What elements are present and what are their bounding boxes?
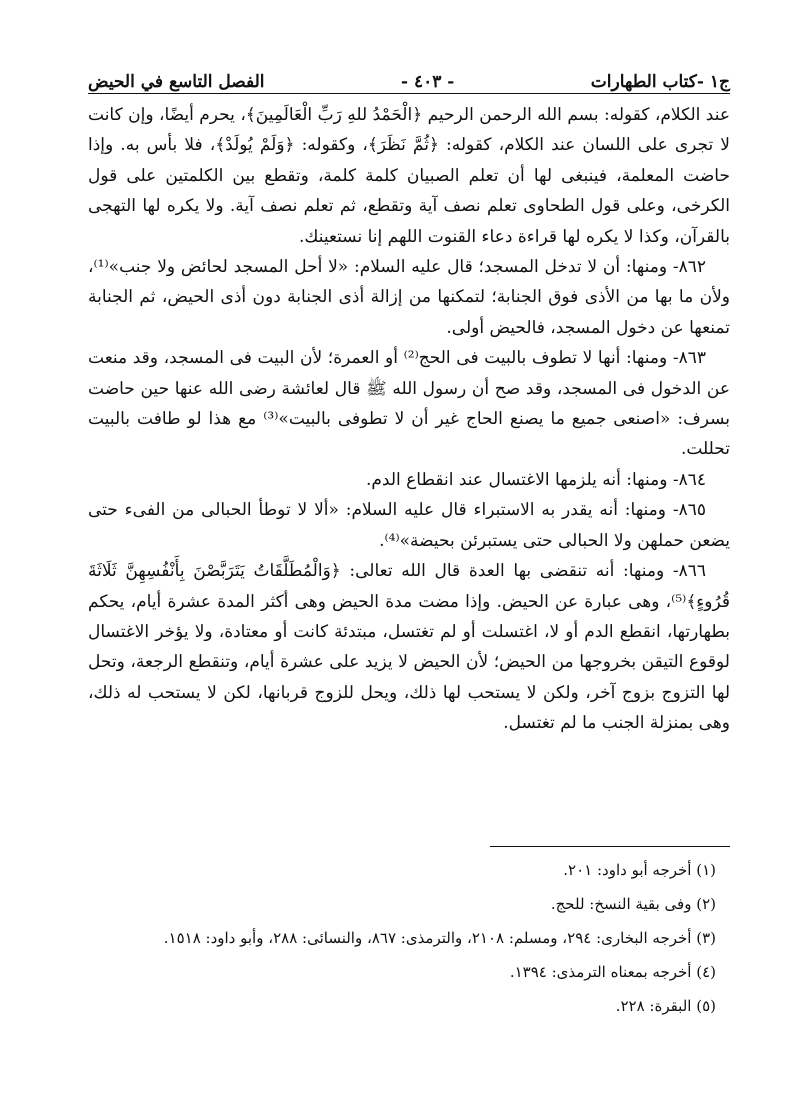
- footnote-2: (٢) وفى بقية النسخ: للحج.: [550, 895, 716, 913]
- footnotes: [88, 857, 730, 1027]
- paragraph-862: ٨٦٢- ومنها: أن لا تدخل المسجد؛ قال عليه السلام: «لا أحل المسجد لحائض ولا جنب»⁽¹⁾، ولأن ما بها من الأذى فوق الجنابة؛ لتمكنها من إزالة أذى الجنابة دون أذى الحيض، ثم الجنابة تمنعها عن دخول المسجد، فالحيض أولى.: [88, 257, 730, 338]
- header-divider: [88, 93, 730, 94]
- page-number: - ٤٠٣ -: [400, 72, 455, 92]
- paragraph-863: ٨٦٣- ومنها: أنها لا تطوف بالبيت فى الحج⁽²⁾ أو العمرة؛ لأن البيت فى المسجد، وقد منعت عن الدخول فى المسجد، وقد صح أن رسول الله ﷺ قال لعائشة رضى الله عنها حين حاضت بسرف: «اصنعى جميع ما يصنع الحاج غير أن لا تطوفى بالبيت»⁽³⁾ مع هذا لو طافت بالبيت تحللت.: [88, 348, 730, 460]
- chapter-title: الفصل التاسع في الحيض: [88, 72, 265, 92]
- paragraph-865: ٨٦٥- ومنها: أنه يقدر به الاستبراء قال عليه السلام: «ألا لا توطأ الحبالى من الفىء حتى يضعن حملهن ولا الحبالى حتى يستبرئن بحيضة»⁽⁴⁾.: [88, 500, 730, 551]
- footnote-3: (٣) أخرجه البخارى: ٢٩٤، ومسلم: ٢١٠٨، والترمذى: ٨٦٧، والنسائى: ٢٨٨، وأبو داود: ١٥١٨.: [163, 929, 716, 947]
- footnote-1: (١) أخرجه أبو داود: ٢٠١.: [563, 861, 716, 879]
- footnote-4: (٤) أخرجه بمعناه الترمذى: ١٣٩٤.: [509, 963, 716, 981]
- paragraph-continuation: عند الكلام، كقوله: بسم الله الرحمن الرحيم ﴿الْحَمْدُ للهِ رَبِّ الْعَالَمِينَ﴾، يحرم أيضًا، وإن كانت لا تجرى على اللسان عند الكلام، كقوله: ﴿ثُمَّ نَظَرَ﴾، وكقوله: ﴿وَلَمْ يُولَدْ﴾، فلا بأس به. وإذا حاضت المعلمة، فينبغى لها أن تعلم الصبيان كلمة كلمة، وتقطع بين الكلمتين على قول الكرخى، وعلى قول الطحاوى تعلم نصف آية وتقطع، ثم تعلم نصف آية. ولا يكره لها التهجى بالقرآن، وكذا لا يكره لها قراءة دعاء القنوت اللهم إنا نستعينك.: [88, 105, 730, 247]
- footnote-5: (٥) البقرة: ٢٢٨.: [615, 997, 716, 1015]
- footnote-divider: [490, 846, 730, 847]
- volume-title: ج١ -كتاب الطهارات: [590, 72, 730, 92]
- paragraph-864: ٨٦٤- ومنها: أنه يلزمها الاغتسال عند انقطاع الدم.: [365, 469, 706, 490]
- main-text: [88, 100, 730, 739]
- running-header: [88, 58, 730, 92]
- paragraph-866: ٨٦٦- ومنها: أنه تنقضى بها العدة قال الله تعالى: ﴿وَالْمُطَلَّقَاتُ يَتَرَبَّصْنَ بِأَنْفُسِهِنَّ ثَلَاثَةَ قُرُوءٍ﴾⁽⁵⁾، وهى عبارة عن الحيض. وإذا مضت مدة الحيض وهى أكثر المدة عشرة أيام، يحكم بطهارتها، انقطع الدم أو لا، اغتسلت أو لم تغتسل، مبتدئة كانت أو معتادة، ولا يؤخر الاغتسال لوقوع التيقن بخروجها من الحيض؛ لأن الحيض لا يزيد على عشرة أيام، وتنقطع الرجعة، وتحل لها التزوج بزوج آخر، ولكن لا يستحب لها ذلك، ويحل للزوج قربانها، لكن لا يستحب له ذلك، وهى بمنزلة الجنب ما لم تغتسل.: [88, 561, 730, 734]
